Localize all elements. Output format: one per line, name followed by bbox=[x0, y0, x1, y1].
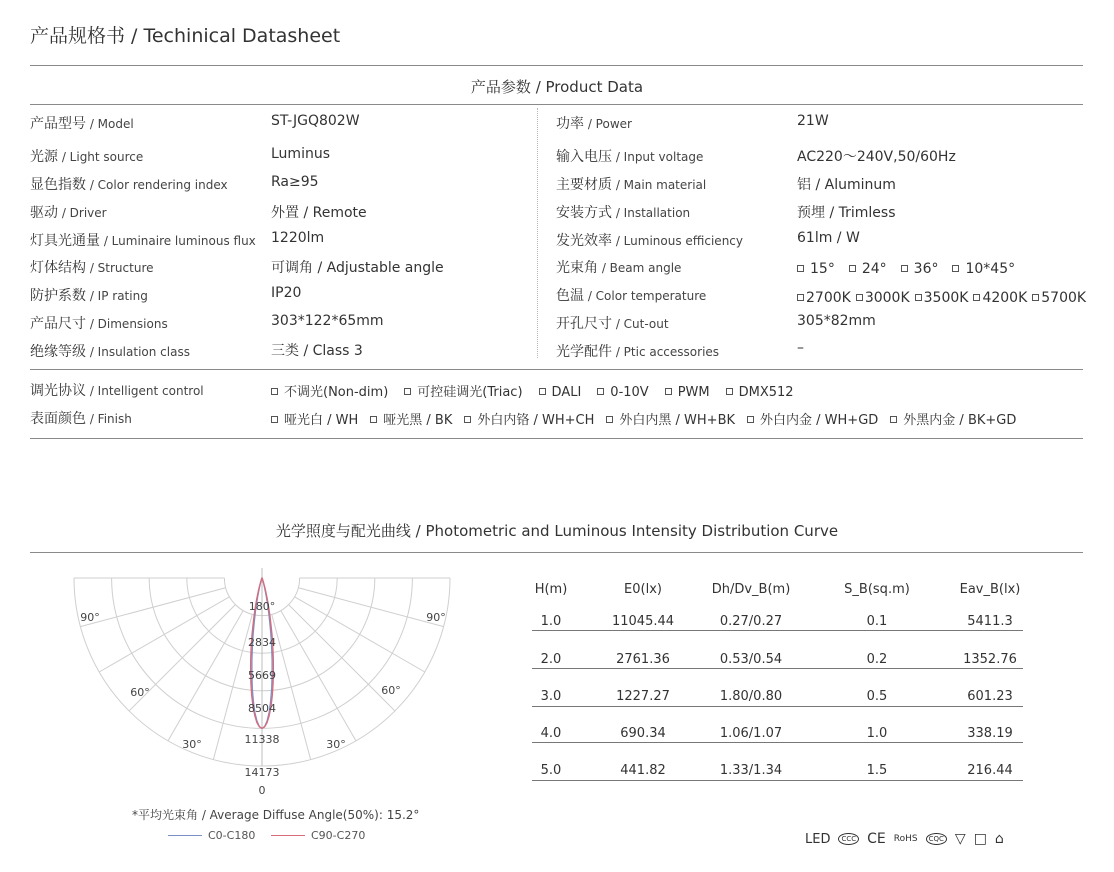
polar-label: 2834 bbox=[248, 636, 276, 649]
left-value-5: 可调角 / Adjustable angle bbox=[271, 260, 444, 276]
finish-options bbox=[271, 409, 1028, 428]
left-value-0: ST-JGQ802W bbox=[271, 113, 360, 129]
legend-c0 bbox=[168, 829, 255, 842]
color-temp-option[interactable] bbox=[856, 290, 910, 306]
table-row-line bbox=[532, 706, 1023, 707]
table-cell: 1.80/0.80 bbox=[719, 689, 783, 704]
checkbox-icon[interactable] bbox=[606, 416, 613, 423]
polar-spoke bbox=[80, 588, 225, 627]
right-value-8: – bbox=[797, 340, 804, 356]
polar-label: 5669 bbox=[248, 669, 276, 682]
certification-mark-icon: CCC bbox=[838, 833, 859, 845]
checkbox-icon[interactable] bbox=[952, 265, 959, 272]
polar-label: 60° bbox=[381, 684, 401, 697]
polar-spoke bbox=[298, 588, 443, 627]
legend-c0-label: C0-C180 bbox=[208, 829, 256, 842]
beam-angle-text: 10*45° bbox=[965, 261, 1016, 277]
table-cell: 0.27/0.27 bbox=[719, 614, 783, 629]
option-text: 不调光(Non-dim) bbox=[284, 385, 389, 400]
table-cell: 1352.76 bbox=[963, 652, 1017, 667]
legend-c0-swatch bbox=[168, 835, 202, 836]
divider-photometric bbox=[30, 552, 1083, 553]
color-temp-text: 4200K bbox=[982, 290, 1028, 306]
polar-label: 30° bbox=[326, 738, 346, 751]
right-label-1: 输入电压 / Input voltage bbox=[556, 149, 704, 165]
polar-label: 90° bbox=[426, 611, 446, 624]
legend-c90-swatch bbox=[271, 835, 305, 836]
checkbox-icon[interactable] bbox=[271, 416, 278, 423]
table-cell: 0.1 bbox=[866, 614, 888, 629]
certification-mark-icon: RoHS bbox=[893, 834, 918, 844]
left-label-4: 灯具光通量 / Luminaire luminous flux bbox=[30, 233, 256, 249]
color-temp-text: 2700K bbox=[806, 290, 851, 306]
option-item[interactable] bbox=[370, 413, 452, 428]
certification-mark-icon: LED bbox=[805, 831, 831, 847]
page-title: 产品规格书 / Techinical Datasheet bbox=[30, 25, 341, 47]
checkbox-icon[interactable] bbox=[271, 388, 278, 395]
certification-mark-icon: □ bbox=[973, 831, 987, 847]
certification-mark-icon: ⌂ bbox=[994, 831, 1004, 847]
option-item[interactable] bbox=[597, 385, 648, 400]
option-item[interactable] bbox=[271, 413, 358, 428]
left-value-2: Ra≥95 bbox=[271, 174, 319, 190]
table-header: Eav_B(lx) bbox=[959, 582, 1021, 597]
beam-angle-option[interactable] bbox=[797, 261, 835, 277]
checkbox-icon[interactable] bbox=[464, 416, 471, 423]
checkbox-icon[interactable] bbox=[1032, 294, 1039, 301]
divider-top bbox=[30, 65, 1083, 66]
control-options bbox=[271, 381, 810, 400]
table-cell: 11045.44 bbox=[611, 614, 675, 629]
table-cell: 0.53/0.54 bbox=[719, 652, 783, 667]
table-cell: 5411.3 bbox=[967, 614, 1013, 629]
right-label-3: 安装方式 / Installation bbox=[556, 205, 691, 221]
right-value-2: 铝 / Aluminum bbox=[797, 177, 896, 193]
table-cell: 690.34 bbox=[620, 726, 666, 741]
checkbox-icon[interactable] bbox=[747, 416, 754, 423]
polar-spoke bbox=[99, 597, 229, 672]
table-cell: 216.44 bbox=[967, 763, 1013, 778]
right-label-8: 光学配件 / Ptic accessories bbox=[556, 344, 720, 360]
option-text: 外白内铬 / WH+CH bbox=[477, 413, 595, 428]
polar-spoke bbox=[295, 597, 425, 672]
table-row-line bbox=[532, 630, 1023, 631]
left-label-5: 灯体结构 / Structure bbox=[30, 260, 154, 276]
left-value-1: Luminus bbox=[271, 146, 330, 162]
option-item[interactable] bbox=[665, 385, 710, 400]
right-value-1: AC220～240V,50/60Hz bbox=[797, 149, 956, 165]
table-cell: 338.19 bbox=[967, 726, 1013, 741]
option-text: 哑光黑 / BK bbox=[383, 413, 453, 428]
right-label-7: 开孔尺寸 / Cut-out bbox=[556, 316, 669, 332]
certification-mark-icon: CQC bbox=[926, 833, 947, 845]
table-cell: 1.0 bbox=[866, 726, 888, 741]
checkbox-icon[interactable] bbox=[890, 416, 897, 423]
polar-label: 11338 bbox=[244, 733, 280, 746]
right-label-4: 发光效率 / Luminous efficiency bbox=[556, 233, 743, 249]
table-cell: 441.82 bbox=[620, 763, 666, 778]
option-item[interactable] bbox=[539, 385, 582, 400]
left-label-7: 产品尺寸 / Dimensions bbox=[30, 316, 168, 332]
divider-bottom-spec bbox=[30, 438, 1083, 439]
polar-spoke bbox=[289, 605, 395, 711]
table-header: H(m) bbox=[534, 582, 568, 597]
table-cell: 2761.36 bbox=[616, 652, 670, 667]
checkbox-icon[interactable] bbox=[856, 294, 863, 301]
right-value-7: 305*82mm bbox=[797, 313, 876, 329]
beam-angle-option[interactable] bbox=[952, 261, 1015, 277]
option-item[interactable] bbox=[890, 413, 1016, 428]
beam-angle-text: 36° bbox=[913, 261, 939, 277]
left-value-3: 外置 / Remote bbox=[271, 205, 367, 221]
polar-intensity-diagram bbox=[60, 560, 470, 800]
color-temp-text: 3000K bbox=[864, 290, 910, 306]
left-label-3: 驱动 / Driver bbox=[30, 205, 107, 221]
checkbox-icon[interactable] bbox=[726, 388, 733, 395]
left-label-0: 产品型号 / Model bbox=[30, 116, 134, 132]
table-header: Dh/Dv_B(m) bbox=[711, 582, 791, 597]
right-value-4: 61lm / W bbox=[797, 230, 860, 246]
table-cell: 0.2 bbox=[866, 652, 888, 667]
table-header: S_B(sq.m) bbox=[844, 582, 910, 597]
checkbox-icon[interactable] bbox=[597, 388, 604, 395]
left-value-7: 303*122*65mm bbox=[271, 313, 384, 329]
legend-c90 bbox=[271, 829, 365, 842]
polar-labels bbox=[80, 600, 446, 797]
color-temp-option[interactable] bbox=[1032, 290, 1086, 306]
option-text: DALI bbox=[551, 385, 582, 400]
table-header: E0(lx) bbox=[624, 582, 662, 597]
left-value-8: 三类 / Class 3 bbox=[271, 343, 363, 359]
table-cell: 5.0 bbox=[540, 763, 562, 778]
table-cell: 1.33/1.34 bbox=[719, 763, 783, 778]
option-text: PWM bbox=[677, 385, 710, 400]
left-value-6: IP20 bbox=[271, 285, 302, 301]
polar-spoke bbox=[168, 611, 243, 741]
option-item[interactable] bbox=[271, 385, 388, 400]
checkbox-icon[interactable] bbox=[665, 388, 672, 395]
table-cell: 0.5 bbox=[866, 689, 888, 704]
option-item[interactable] bbox=[747, 413, 878, 428]
checkbox-icon[interactable] bbox=[797, 294, 804, 301]
option-item[interactable] bbox=[404, 385, 522, 400]
right-label-2: 主要材质 / Main material bbox=[556, 177, 707, 193]
beam-angle-option[interactable] bbox=[849, 261, 887, 277]
table-cell: 4.0 bbox=[540, 726, 562, 741]
option-text: 外黑内金 / BK+GD bbox=[903, 413, 1017, 428]
option-text: 外白内黑 / WH+BK bbox=[619, 413, 736, 428]
option-item[interactable] bbox=[726, 385, 794, 400]
beam-angle-options bbox=[797, 261, 1029, 277]
checkbox-icon[interactable] bbox=[539, 388, 546, 395]
polar-label: 90° bbox=[80, 611, 100, 624]
polar-label: 60° bbox=[130, 686, 150, 699]
product-data-title: 产品参数 / Product Data bbox=[470, 78, 644, 96]
left-label-6: 防护系数 / IP rating bbox=[30, 288, 148, 304]
table-cell: 2.0 bbox=[540, 652, 562, 667]
color-temp-text: 5700K bbox=[1041, 290, 1087, 306]
polar-spoke bbox=[281, 611, 356, 741]
left-value-4: 1220lm bbox=[271, 230, 325, 246]
right-value-3: 预埋 / Trimless bbox=[797, 205, 896, 221]
polar-label: 30° bbox=[182, 738, 202, 751]
color-temp-options bbox=[797, 290, 1091, 306]
polar-label: 8504 bbox=[248, 702, 276, 715]
right-value-0: 21W bbox=[797, 113, 829, 129]
table-row-line bbox=[532, 668, 1023, 669]
checkbox-icon[interactable] bbox=[797, 265, 804, 272]
certification-marks bbox=[805, 830, 1004, 848]
certification-mark-icon: ▽ bbox=[954, 831, 966, 847]
checkbox-icon[interactable] bbox=[915, 294, 922, 301]
table-cell: 1227.27 bbox=[616, 689, 670, 704]
option-item[interactable] bbox=[606, 413, 735, 428]
option-text: 哑光白 / WH bbox=[284, 413, 359, 428]
checkbox-icon[interactable] bbox=[849, 265, 856, 272]
option-text: 外白内金 / WH+GD bbox=[760, 413, 879, 428]
control-label: 调光协议 / Intelligent control bbox=[30, 383, 204, 399]
option-text: 0-10V bbox=[610, 385, 649, 400]
right-label-0: 功率 / Power bbox=[556, 116, 632, 132]
table-row-line bbox=[532, 780, 1023, 781]
right-label-5: 光束角 / Beam angle bbox=[556, 260, 682, 276]
table-cell: 601.23 bbox=[967, 689, 1013, 704]
checkbox-icon[interactable] bbox=[973, 294, 980, 301]
legend-c90-label: C90-C270 bbox=[311, 829, 366, 842]
table-cell: 1.0 bbox=[540, 614, 562, 629]
polar-label: 14173 bbox=[244, 766, 280, 779]
checkbox-icon[interactable] bbox=[370, 416, 377, 423]
divider-control bbox=[30, 369, 1083, 370]
right-label-6: 色温 / Color temperature bbox=[556, 288, 707, 304]
left-label-8: 绝缘等级 / Insulation class bbox=[30, 344, 190, 360]
option-item[interactable] bbox=[464, 413, 594, 428]
color-temp-text: 3500K bbox=[923, 290, 969, 306]
beam-angle-note: *平均光束角 / Average Diffuse Angle(50%): 15.2° bbox=[132, 808, 420, 822]
polar-label: 180° bbox=[248, 600, 276, 613]
table-row-line bbox=[532, 742, 1023, 743]
beam-angle-text: 24° bbox=[861, 261, 887, 277]
option-text: DMX512 bbox=[738, 385, 794, 400]
column-divider bbox=[537, 108, 538, 358]
color-temp-option[interactable] bbox=[797, 290, 851, 306]
table-cell: 1.5 bbox=[866, 763, 888, 778]
photometric-title: 光学照度与配光曲线 / Photometric and Luminous Intensity Distribution Curve bbox=[275, 522, 839, 540]
left-label-2: 显色指数 / Color rendering index bbox=[30, 177, 228, 193]
color-temp-option[interactable] bbox=[915, 290, 969, 306]
certification-mark-icon: CE bbox=[867, 831, 886, 847]
polar-label: 0 bbox=[258, 784, 266, 797]
color-temp-option[interactable] bbox=[973, 290, 1027, 306]
left-label-1: 光源 / Light source bbox=[30, 149, 144, 165]
beam-angle-text: 15° bbox=[810, 261, 835, 277]
finish-label: 表面颜色 / Finish bbox=[30, 411, 132, 427]
option-text: 可控硅调光(Triac) bbox=[417, 385, 523, 400]
checkbox-icon[interactable] bbox=[901, 265, 908, 272]
checkbox-icon[interactable] bbox=[404, 388, 411, 395]
beam-angle-option[interactable] bbox=[901, 261, 939, 277]
divider-product bbox=[30, 104, 1083, 105]
table-cell: 1.06/1.07 bbox=[719, 726, 783, 741]
table-cell: 3.0 bbox=[540, 689, 562, 704]
